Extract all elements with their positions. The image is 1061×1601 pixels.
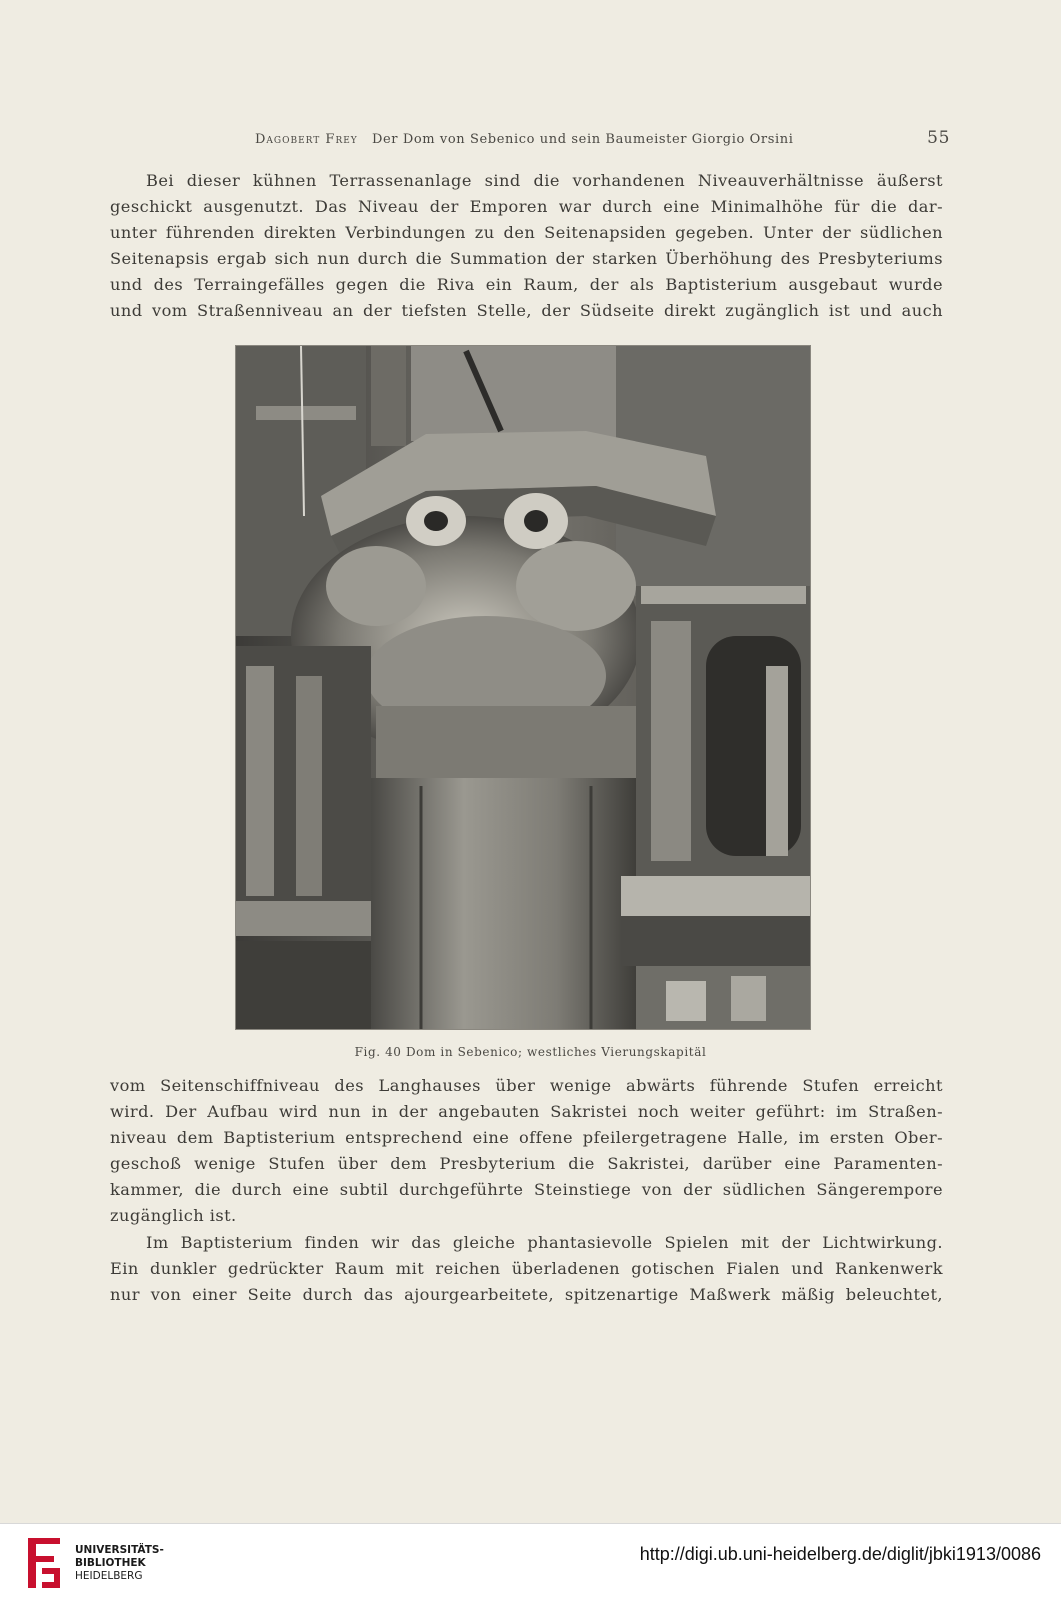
header-title: Der Dom von Sebenico und sein Baumeister Giorgio Orsini [371, 132, 794, 147]
page-number: 55 [927, 128, 950, 148]
library-name[interactable] [75, 1544, 164, 1583]
text-line: und vom Straßenniveau an der tiefsten Stelle, der Südseite direkt zugänglich ist und auch [110, 301, 943, 320]
figure-caption: Fig. 40 Dom in Sebenico; westliches Vierungskapitäl [354, 1045, 707, 1059]
text-line: Bei dieser kühnen Terrassenanlage sind die vorhandenen Niveauverhältnisse äußerst [146, 171, 943, 190]
text-line: vom Seitenschiffniveau des Langhauses über wenige abwärts führende Stufen erreicht [110, 1076, 943, 1095]
text-line: wird. Der Aufbau wird nun in der angebauten Sakristei noch weiter geführt: im Straßen- [110, 1102, 943, 1121]
text-line: Seitenapsis ergab sich nun durch die Summation der starken Überhöhung des Presbyteriums [110, 249, 943, 268]
text-line: unter führenden direkten Verbindungen zu den Seitenapsiden gegeben. Unter der südlichen [110, 223, 943, 242]
text-line: Ein dunkler gedrückter Raum mit reichen überladenen gotischen Fialen und Rankenwerk [110, 1259, 943, 1278]
library-name-line: HEIDELBERG [75, 1570, 143, 1582]
paragraph-3 [110, 1230, 943, 1308]
permalink-url[interactable]: http://digi.ub.uni-heidelberg.de/diglit/jbki1913/0086 [639, 1544, 1041, 1564]
capital-photograph [236, 346, 810, 1029]
library-name-line: BIBLIOTHEK [75, 1557, 146, 1569]
text-line: nur von einer Seite durch das ajourgearbeitete, spitzenartige Maßwerk mäßig beleuchtet, [110, 1285, 943, 1304]
text-line: kammer, die durch eine subtil durchgeführte Steinstiege von der südlichen Sängerempore [110, 1180, 943, 1199]
running-head [110, 128, 950, 152]
text-line: niveau dem Baptisterium entsprechend eine offene pfeilergetragene Halle, im ersten Ober- [110, 1128, 943, 1147]
text-line: geschoß wenige Stufen über dem Presbyterium die Sakristei, darüber eine Paramenten- [110, 1154, 943, 1173]
library-name-line: UNIVERSITÄTS- [75, 1544, 164, 1556]
text-line: Im Baptisterium finden wir das gleiche phantasievolle Spielen mit der Lichtwirkung. [146, 1233, 943, 1252]
paragraph-2 [110, 1073, 943, 1229]
text-line: und des Terraingefälles gegen die Riva ein Raum, der als Baptisterium ausgebaut wurde [110, 275, 943, 294]
text-line: zugänglich ist. [110, 1206, 237, 1225]
viewer-footer [0, 1523, 1061, 1601]
text-line: geschickt ausgenutzt. Das Niveau der Emporen war durch eine Minimalhöhe für die dar- [110, 197, 943, 216]
university-library-logo-icon[interactable] [24, 1534, 64, 1592]
figure-photo-capital [235, 345, 811, 1030]
paragraph-1 [110, 168, 943, 324]
header-author: Dagobert Frey [255, 132, 358, 147]
